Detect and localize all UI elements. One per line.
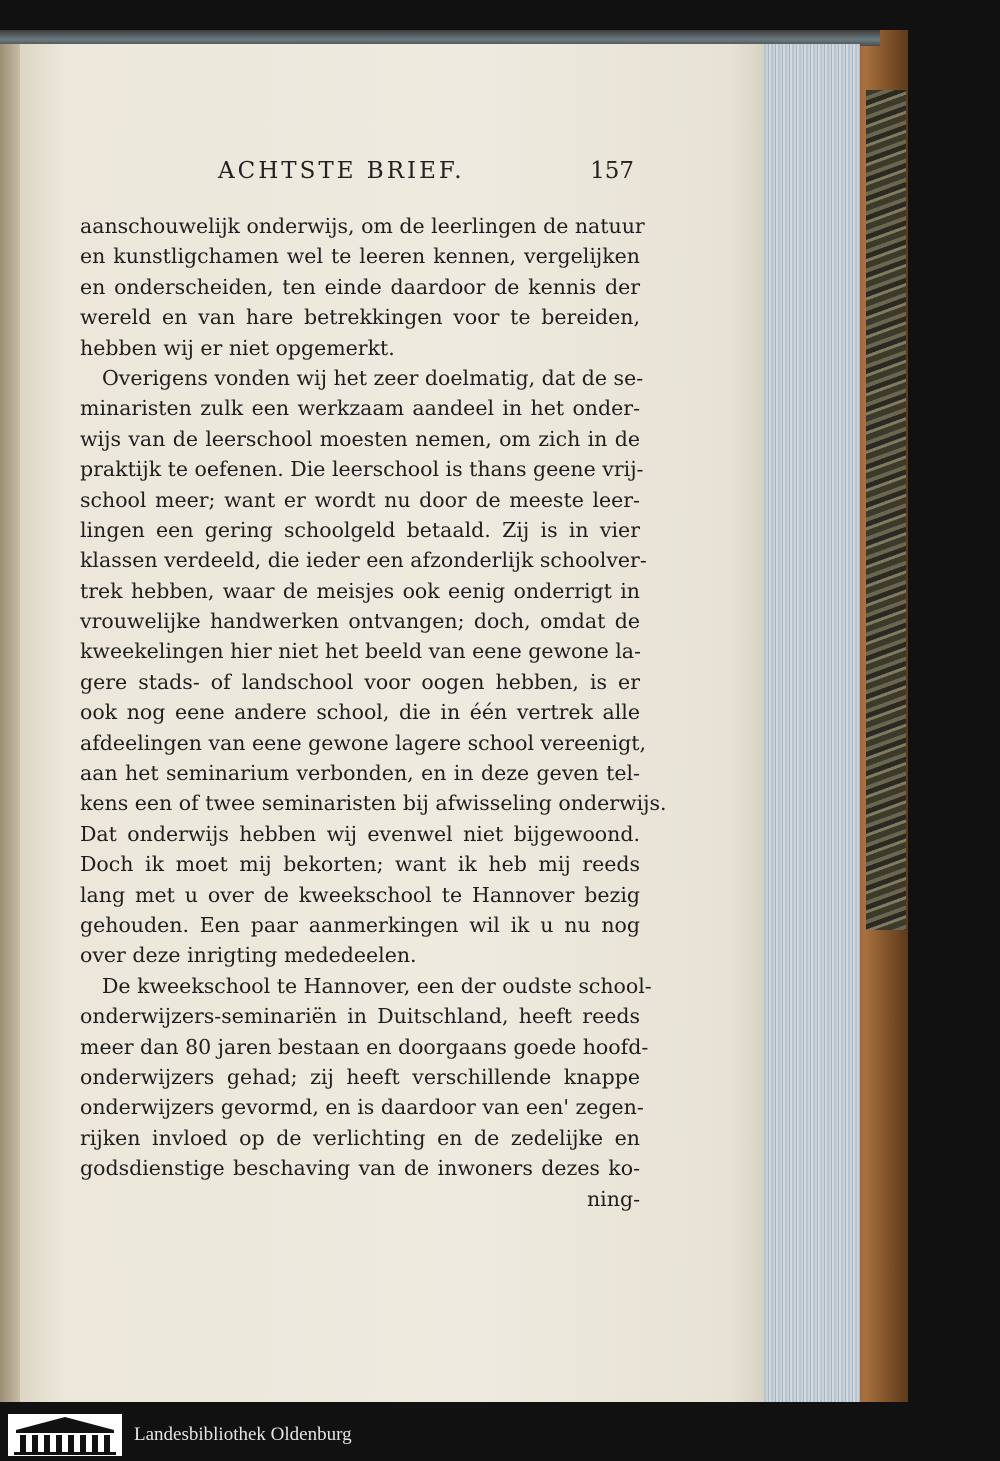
text-line: afdeelingen van eene gewone lagere school vereenigt,: [80, 730, 646, 755]
marbled-board: [866, 90, 906, 930]
text-line: vrouwelijke handwerken ontvangen; doch, omdat de: [80, 609, 640, 634]
page-header: [80, 158, 640, 188]
text-line: wijs van de leerschool moesten nemen, om zich in de: [80, 426, 640, 451]
text-line: kweekelingen hier niet het beeld van eene gewone la-: [80, 639, 641, 664]
body-text: [80, 211, 667, 1214]
text-line: en onderscheiden, ten einde daardoor de kennis der: [80, 274, 640, 299]
text-line: en kunstligchamen wel te leeren kennen, vergelijken: [80, 244, 640, 269]
text-line: meer dan 80 jaren bestaan en doorgaans goede hoofd-: [80, 1034, 649, 1059]
text-line: trek hebben, waar de meisjes ook eenig onderrigt in: [80, 578, 640, 603]
library-name: Landesbibliothek Oldenburg: [134, 1424, 352, 1445]
text-line: gere stads- of landschool voor oogen hebben, is er: [80, 669, 640, 694]
text-line: Overigens vonden wij het zeer doelmatig, dat de se-: [102, 365, 644, 390]
text-line: aan het seminarium verbonden, en in deze geven tel-: [80, 761, 640, 786]
text-line: onderwijzers-seminariën in Duitschland, heeft reeds: [80, 1004, 640, 1029]
running-head: ACHTSTE BRIEF.: [218, 158, 465, 184]
text-line: lingen een gering schoolgeld betaald. Zij is in vier: [80, 517, 640, 542]
text-line: aanschouwelijk onderwijs, om de leerlingen de natuur: [80, 214, 645, 238]
catchword: ning-: [586, 1186, 640, 1211]
text-line: hebben wij er niet opgemerkt.: [80, 335, 395, 360]
page-block-edges: [764, 44, 860, 1402]
text-line: onderwijzers gevormd, en is daardoor van een' zegen-: [80, 1095, 644, 1120]
text-line: wereld en van hare betrekkingen voor te bereiden,: [80, 305, 640, 330]
text-line: minaristen zulk een werkzaam aandeel in het onder-: [80, 396, 640, 421]
text-line: rijken invloed op de verlichting en de zedelijke en: [80, 1125, 640, 1150]
text-line: school meer; want er wordt nu door de meeste leer-: [80, 487, 640, 512]
library-building-icon: [6, 1412, 124, 1458]
text-line: Doch ik moet mij bekorten; want ik heb mij reeds: [80, 852, 640, 877]
page-number: 157: [590, 158, 634, 184]
text-line: klassen verdeeld, die ieder een afzonderlijk schoolver-: [80, 548, 647, 573]
text-line: ook nog eene andere school, die in één vertrek alle: [80, 700, 640, 725]
text-line: gehouden. Een paar aanmerkingen wil ik u nu nog: [80, 912, 640, 937]
text-line: De kweekschool te Hannover, een der oudste school-: [102, 973, 652, 998]
text-line: lang met u over de kweekschool te Hannover bezig: [80, 882, 640, 907]
text-line: godsdienstige beschaving van de inwoners dezes ko-: [80, 1156, 640, 1181]
text-line: kens een of twee seminaristen bij afwisseling onderwijs.: [80, 791, 667, 816]
text-line: over deze inrigting mededeelen.: [80, 943, 417, 968]
text-line: onderwijzers gehad; zij heeft verschillende knappe: [80, 1064, 640, 1089]
text-line: praktijk te oefenen. Die leerschool is thans geene vrij-: [80, 457, 644, 482]
text-line: Dat onderwijs hebben wij evenwel niet bijgewoond.: [80, 821, 640, 846]
